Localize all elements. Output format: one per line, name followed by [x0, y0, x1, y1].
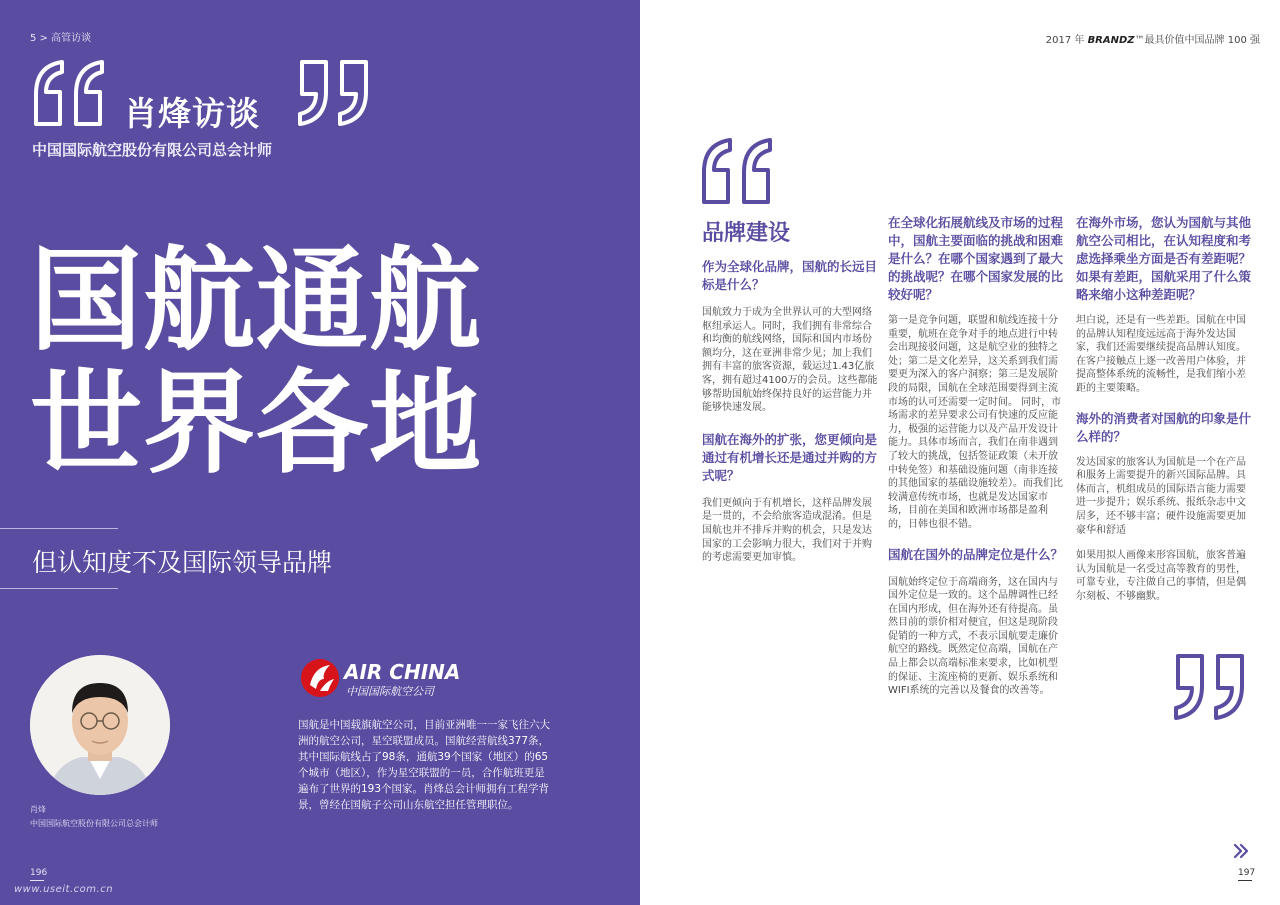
quote-open-icon [30, 58, 110, 130]
answer-6: 发达国家的旅客认为国航是一个在产品和服务上需要提升的新兴国际品牌。具体而言，机组成员的国际语言能力需要进一步提升；娱乐系统、报纸杂志中文居多，还不够丰富；硬件设施需要更加豪华和舒适 [1076, 456, 1246, 536]
answer-3: 第一是竞争问题，联盟和航线连接十分重要，航班在竞争对手的地点进行中转会出现接驳问题，这是航空业的独特之处；第二是文化差异，这关系到我们需要更为深入的客户洞察；第三是发展阶段的局限，国航在全球范围要得到主流市场的认可还需要一定时间。 同时，市场需求的差异要求公司有快速的反应能力，极强的运营能力以及产品开发设计能力。具体市场而言，我们在南非遇到了较大的挑战，包括签证政策（未开放中转免签）和基础设施问题（南非连接的其他国家的基础设施较差）。而我们比较满意传统市场，也就是发达国家市场，目前在美国和欧洲市场都是盈利的，日韩也很不错。 [888, 315, 1063, 530]
answer-1: 国航致力于成为全世界认可的大型网络枢纽承运人。同时，我们拥有非常综合和均衡的航线网络，国际和国内市场份额均分，这在亚洲非常少见；加上我们拥有丰富的旅客资源，载运过1.43亿旅客，拥有超过4100万的会员。这些都能够帮助国航始终保持良好的运营能力并能够快速发展。 [702, 307, 878, 414]
running-head-prefix: 2017 年 [1045, 35, 1085, 46]
headline [30, 236, 482, 489]
page-number-left: 196 [30, 868, 48, 878]
headline-line-2: 世界各地 [30, 359, 482, 489]
breadcrumb: 5 > 高管访谈 [30, 33, 92, 44]
air-china-logo [300, 655, 460, 701]
question-4: 国航在国外的品牌定位是什么？ [888, 546, 1064, 562]
quote-close-icon [296, 56, 376, 128]
portrait-photo [30, 655, 170, 795]
column-2 [888, 214, 1064, 698]
footer-rule [30, 880, 44, 881]
tagline: 但认知度不及国际领导品牌 [32, 548, 333, 577]
double-chevron-right-icon[interactable] [1232, 842, 1250, 860]
interview-title: 肖烽访谈 [124, 94, 260, 133]
question-3: 在全球化拓展航线及市场的过程中，国航主要面临的挑战和困难是什么？在哪个国家遇到了最大的挑战呢？在哪个国家发展的比较好呢？ [888, 215, 1064, 302]
headline-line-1: 国航通航 [30, 236, 482, 366]
divider [0, 588, 118, 589]
svg-text:中国国际航空公司: 中国国际航空公司 [346, 685, 434, 698]
answer-5: 坦白说，还是有一些差距。国航在中国的品牌认知程度远远高于海外发达国家，我们还需要继续提高品牌认知度。 在客户接触点上逐一改善用户体验，并提高整体系统的流畅性，是我们缩小差距的主要策略。 [1076, 315, 1246, 394]
watermark: www.useit.com.cn [14, 884, 114, 895]
answer-6-continued: 如果用拟人画像来形容国航，旅客普遍认为国航是一名受过高等教育的男性，可靠专业，专注做自己的事情，但是偶尔刻板、不够幽默。 [1076, 550, 1246, 602]
person-title: 中国国际航空股份有限公司总会计师 [30, 819, 158, 828]
quote-open-icon [698, 136, 778, 208]
person-name: 肖烽 [30, 805, 46, 814]
portrait-illustration [30, 655, 170, 795]
answer-2: 我们更倾向于有机增长，这样品牌发展是一贯的，不会给旅客造成混淆。但是国航也并不排斥并购的机会，只是发达国家的工会影响力很大，我们对于并购的考虑需要更加审慎。 [702, 497, 872, 564]
air-china-phoenix-icon [300, 655, 460, 701]
running-head-suffix: ™最具价值中国品牌 100 强 [1134, 35, 1260, 46]
section-title: 品牌建设 [702, 221, 791, 246]
running-head-brand: BRANDZ [1087, 35, 1135, 46]
interview-subtitle: 中国国际航空股份有限公司总会计师 [32, 141, 273, 159]
page-number-right: 197 [1238, 868, 1256, 878]
company-description: 国航是中国载旗航空公司，目前亚洲唯一一家飞往六大洲的航空公司，星空联盟成员。国航经营航线377条，其中国际航线占了98条，通航39个国家（地区）的65个城市（地区），作为星空联盟的一员，合作航班更是遍布了世界的193个国家。肖烽总会计师拥有工程学背景，曾经在国航子公司山东航空担任管理职位。 [298, 719, 550, 811]
question-2: 国航在海外的扩张，您更倾向是通过有机增长还是通过并购的方式呢？ [702, 431, 878, 483]
question-6: 海外的消费者对国航的印象是什么样的？ [1076, 410, 1252, 444]
question-5: 在海外市场，您认为国航与其他航空公司相比，在认知程度和考虑选择乘坐方面是否有差距呢？如果有差距，国航采用了什么策略来缩小这种差距呢？ [1076, 215, 1252, 302]
divider [0, 528, 118, 529]
running-head [1046, 31, 1260, 46]
answer-4: 国航始终定位于高端商务，这在国内与国外定位是一致的。这个品牌调性已经在国内形成，但在海外还有待提高。虽然目前的票价相对便宜，但这是现阶段促销的一种方式，不表示国航要走廉价航空的路线。既然定位高端，国航在产品上都会以高端标准来要求，比如机型的保证、主流座椅的更新、娱乐系统和WIFI系统的完善以及餐食的改善等。 [888, 576, 1058, 697]
svg-text:AIR CHINA: AIR CHINA [344, 660, 460, 684]
footer-rule [1238, 880, 1252, 881]
column-1 [702, 258, 878, 565]
quote-close-icon [1172, 650, 1252, 722]
question-1: 作为全球化品牌，国航的长远目标是什么？ [702, 259, 878, 292]
column-3 [1076, 214, 1252, 604]
right-page [640, 0, 1280, 905]
